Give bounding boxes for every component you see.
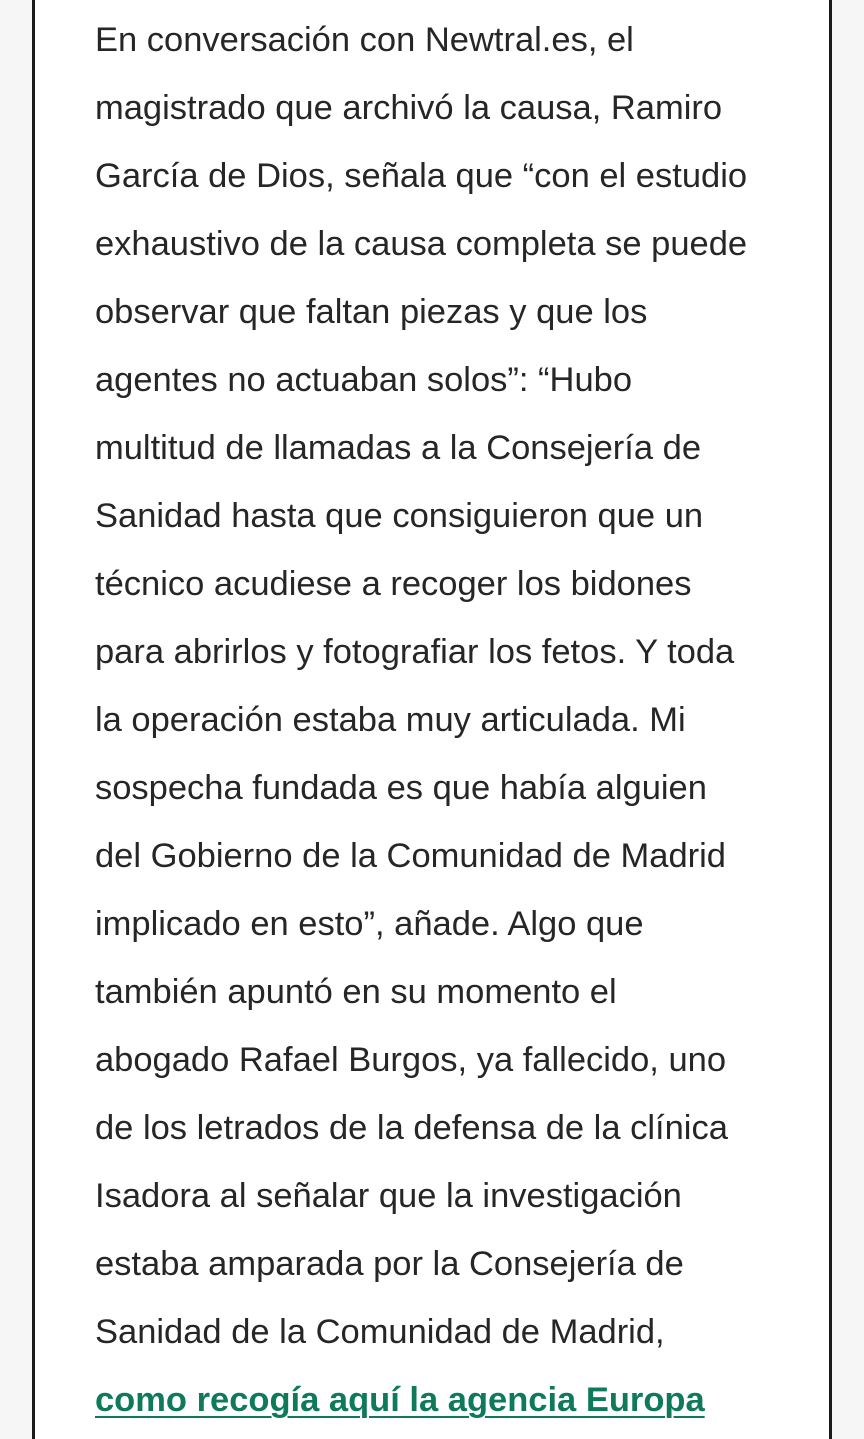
paragraph-line-19: estaba amparada por la Consejería de (95, 1245, 684, 1283)
paragraph-line-6: agentes no actuaban solos”: “Hubo (95, 361, 633, 399)
paragraph-line-5: observar que faltan piezas y que los (95, 293, 648, 331)
paragraph-line-14: implicado en esto”, añade. Algo que (95, 905, 644, 943)
paragraph-line-10: para abrirlos y fotografiar los fetos. Y toda (95, 633, 735, 671)
paragraph-line-4: exhaustivo de la causa completa se puede (95, 225, 748, 263)
article-paragraph (95, 6, 795, 1434)
paragraph-line-18: Isadora al señalar que la investigación (95, 1177, 682, 1215)
paragraph-line-21 (95, 1366, 795, 1434)
paragraph-line-13: del Gobierno de la Comunidad de Madrid (95, 837, 726, 875)
paragraph-line-7: multitud de llamadas a la Consejería de (95, 429, 702, 467)
paragraph-line-1: En conversación con Newtral.es, el (95, 21, 634, 59)
paragraph-line-15: también apuntó en su momento el (95, 973, 617, 1011)
paragraph-line-12: sospecha fundada es que había alguien (95, 769, 707, 807)
paragraph-line-20: Sanidad de la Comunidad de Madrid, (95, 1313, 665, 1351)
europa-press-link[interactable]: como recogía aquí la agencia Europa (95, 1381, 705, 1419)
paragraph-line-11: la operación estaba muy articulada. Mi (95, 701, 686, 739)
paragraph-line-3: García de Dios, señala que “con el estudio (95, 157, 748, 195)
paragraph-line-2: magistrado que archivó la causa, Ramiro (95, 89, 723, 127)
paragraph-line-16: abogado Rafael Burgos, ya fallecido, uno (95, 1041, 727, 1079)
paragraph-line-8: Sanidad hasta que consiguieron que un (95, 497, 704, 535)
paragraph-line-17: de los letrados de la defensa de la clínica (95, 1109, 728, 1147)
paragraph-line-9: técnico acudiese a recoger los bidones (95, 565, 692, 603)
